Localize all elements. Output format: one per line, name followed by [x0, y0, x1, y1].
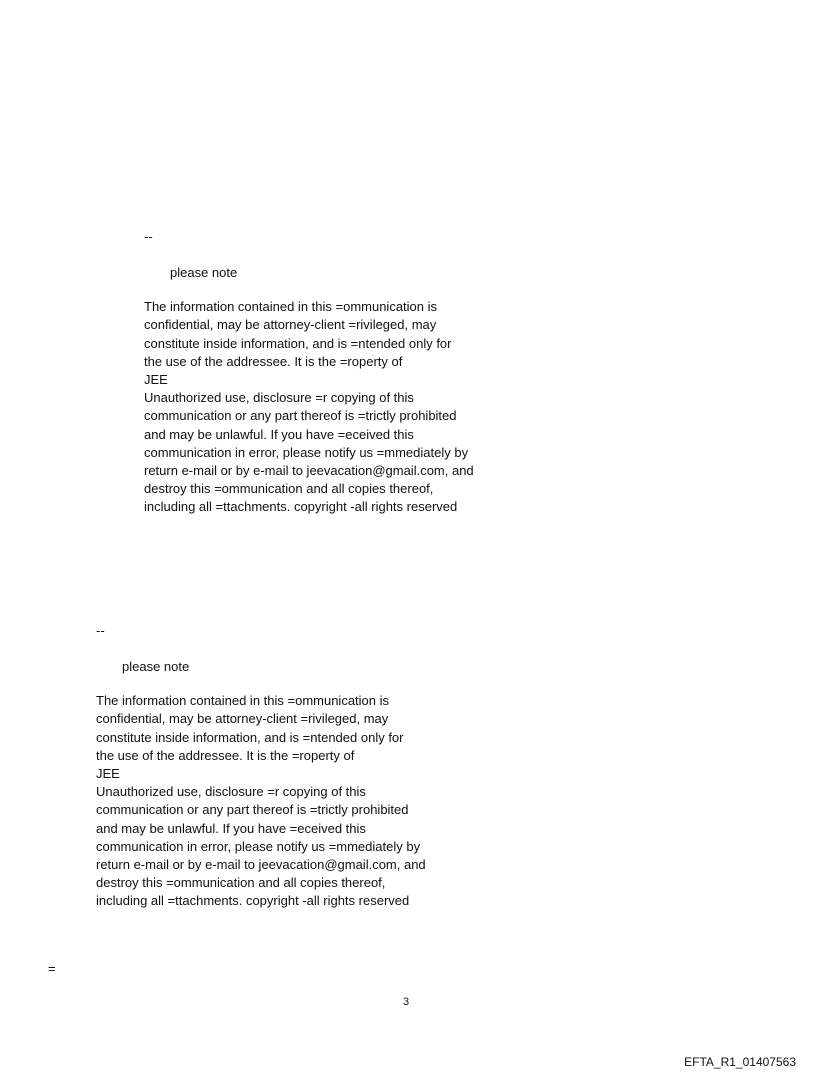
notice-line: communication or any part thereof is =trictly prohibited	[144, 408, 457, 424]
notice-line: destroy this =ommunication and all copies thereof,	[144, 481, 434, 497]
notice-line: the use of the addressee. It is the =roperty of	[144, 353, 403, 369]
separator: --	[96, 623, 105, 638]
notice-line: communication in error, please notify us =mmediately by	[144, 444, 469, 460]
notice-line: constitute inside information, and is =ntended only for	[96, 729, 404, 745]
notice-line: the use of the addressee. It is the =roperty of	[96, 747, 355, 763]
notice-line: Unauthorized use, disclosure =r copying of this	[96, 784, 366, 800]
notice-line: confidential, may be attorney-client =rivileged, may	[96, 711, 389, 727]
notice-line-email: return e-mail or by e-mail to jeevacation@gmail.com, and	[144, 463, 474, 479]
notice-line: JEE	[96, 766, 120, 782]
confidentiality-notice-1	[144, 228, 474, 517]
separator: --	[144, 229, 153, 244]
notice-line: and may be unlawful. If you have =eceived this	[96, 820, 366, 836]
notice-line: including all =ttachments. copyright -all rights reserved	[144, 499, 458, 515]
stray-equals-char: =	[48, 961, 56, 976]
notice-line: communication in error, please notify us =mmediately by	[96, 838, 421, 854]
confidentiality-notice-2	[96, 622, 426, 911]
notice-line: and may be unlawful. If you have =eceived this	[144, 426, 414, 442]
notice-line: The information contained in this =ommunication is	[96, 693, 390, 709]
notice-line: confidential, may be attorney-client =rivileged, may	[144, 317, 437, 333]
notice-body	[96, 692, 426, 910]
notice-body	[144, 298, 474, 516]
notice-line: constitute inside information, and is =ntended only for	[144, 335, 452, 351]
notice-title: please note	[122, 659, 190, 674]
notice-line: destroy this =ommunication and all copies thereof,	[96, 875, 386, 891]
bates-stamp: EFTA_R1_01407563	[684, 1055, 796, 1069]
notice-line-email: return e-mail or by e-mail to jeevacation@gmail.com, and	[96, 857, 426, 873]
notice-line: JEE	[144, 372, 168, 388]
notice-line: communication or any part thereof is =trictly prohibited	[96, 802, 409, 818]
notice-line: Unauthorized use, disclosure =r copying of this	[144, 390, 414, 406]
page-number: 3	[403, 996, 410, 1008]
notice-line: including all =ttachments. copyright -all rights reserved	[96, 893, 410, 909]
notice-title: please note	[170, 265, 238, 280]
notice-line: The information contained in this =ommunication is	[144, 299, 438, 315]
